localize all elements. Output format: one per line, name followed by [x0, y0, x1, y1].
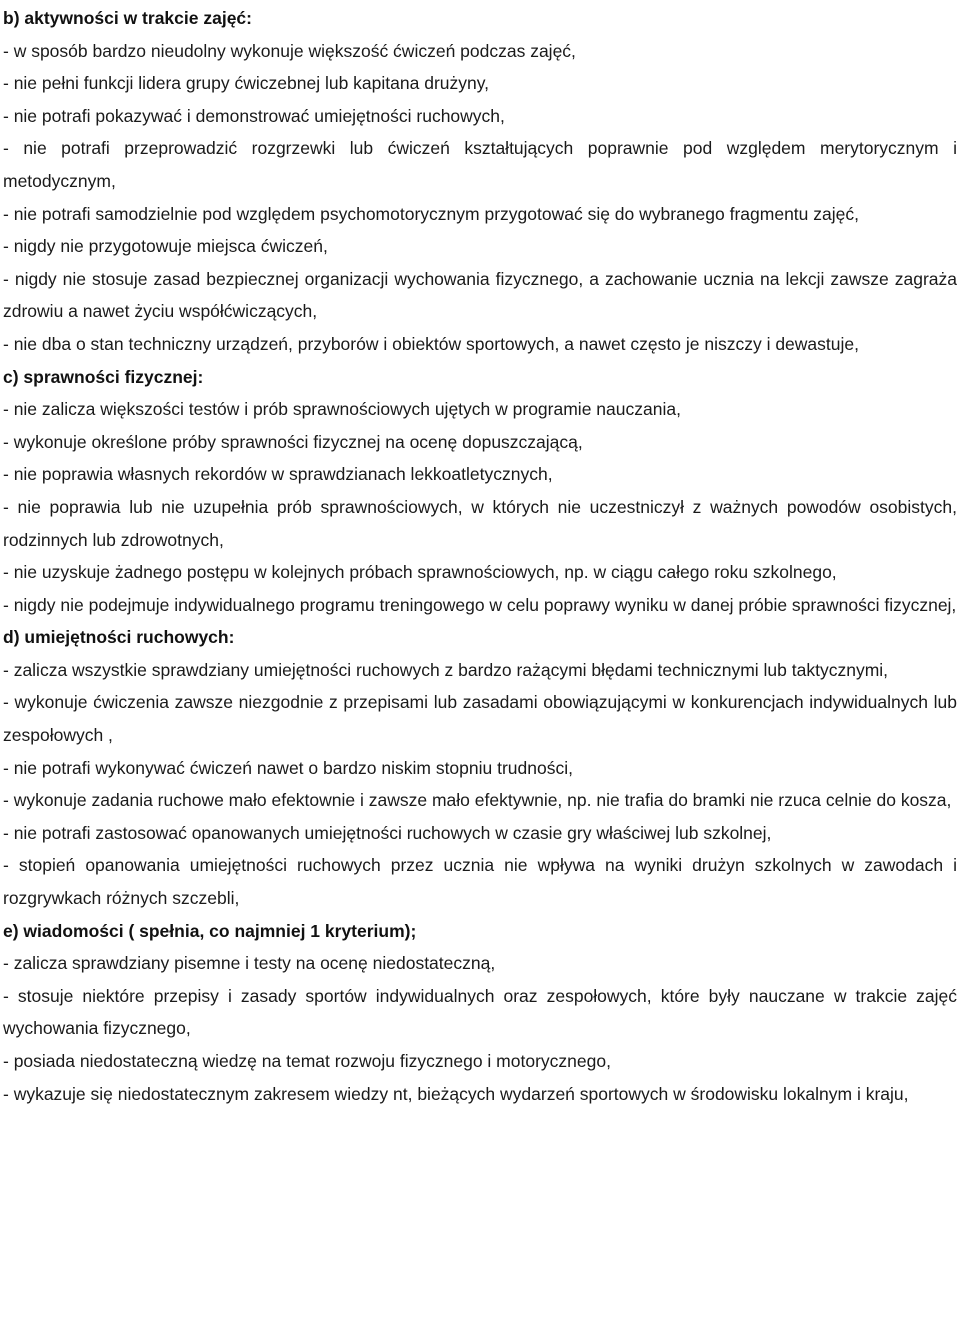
list-item: - nie potrafi wykonywać ćwiczeń nawet o bardzo niskim stopniu trudności, [3, 757, 573, 778]
list-item: - wykonuje zadania ruchowe mało efektownie i zawsze mało efektywnie, np. nie trafia do bramki nie rzuca celnie do kosza, [3, 790, 952, 811]
section-heading: e) wiadomości ( spełnia, co najmniej 1 kryterium); [3, 920, 417, 941]
section-heading: d) umiejętności ruchowych: [3, 627, 235, 648]
list-item: - wykonuje określone próby sprawności fizycznej na ocenę dopuszczającą, [3, 431, 583, 452]
list-item: - wykazuje się niedostatecznym zakresem wiedzy nt, bieżących wydarzeń sportowych w środowisku lokalnym i kraju, [3, 1083, 909, 1104]
list-item: - zalicza sprawdziany pisemne i testy na ocenę niedostateczną, [3, 953, 496, 974]
list-item: - zalicza wszystkie sprawdziany umiejętności ruchowych z bardzo rażącymi błędami technicznymi lub taktycznymi, [3, 659, 889, 680]
list-item: - w sposób bardzo nieudolny wykonuje większość ćwiczeń podczas zajęć, [3, 40, 576, 61]
section-heading: c) sprawności fizycznej: [3, 366, 204, 387]
list-item: - nigdy nie przygotowuje miejsca ćwiczeń, [3, 236, 328, 257]
list-item: - nie potrafi samodzielnie pod względem psychomotorycznym przygotować się do wybranego fragmentu zajęć, [3, 203, 859, 224]
list-item: - nie potrafi przeprowadzić rozgrzewki lub ćwiczeń kształtujących poprawnie pod względem merytorycznym i metodycznym, [3, 138, 957, 191]
list-item: - nie poprawia lub nie uzupełnia prób sprawnościowych, w których nie uczestniczył z ważnych powodów osobistych, rodzinnych lub zdrowotnych, [3, 496, 957, 550]
list-item: - nie pełni funkcji lidera grupy ćwiczebnej lub kapitana drużyny, [3, 73, 490, 94]
list-item: - nie poprawia własnych rekordów w sprawdzianach lekkoatletycznych, [3, 464, 553, 485]
section-aktywnosci [3, 2, 957, 361]
list-item: - stosuje niektóre przepisy i zasady sportów indywidualnych oraz zespołowych, które były nauczane w trakcie zajęć wychowania fizycznego, [3, 985, 957, 1039]
list-item: - nie dba o stan techniczny urządzeń, przyborów i obiektów sportowych, a nawet często je niszczy i dewastuje, [3, 333, 859, 354]
list-item: - stopień opanowania umiejętności ruchowych przez ucznia nie wpływa na wyniki drużyn szkolnych w zawodach i rozgrywkach różnych szczebli, [3, 855, 957, 909]
list-item: - wykonuje ćwiczenia zawsze niezgodnie z przepisami lub zasadami obowiązującymi w konkurencjach indywidualnych lub zespołowych , [3, 692, 957, 746]
list-item: - nie uzyskuje żadnego postępu w kolejnych próbach sprawnościowych, np. w ciągu całego roku szkolnego, [3, 562, 837, 583]
section-heading: b) aktywności w trakcie zajęć: [3, 8, 252, 28]
section-sprawnosci [3, 361, 957, 622]
list-item: - nie zalicza większości testów i prób sprawnościowych ujętych w programie nauczania, [3, 399, 681, 420]
list-item: - nigdy nie stosuje zasad bezpiecznej organizacji wychowania fizycznego, a zachowanie ucznia na lekcji zawsze zagraża zdrowiu a nawet życiu współćwiczących, [3, 268, 957, 322]
section-wiadomosci [3, 915, 957, 1111]
list-item: - nigdy nie podejmuje indywidualnego programu treningowego w celu poprawy wyniku w danej próbie sprawności fizycznej, [3, 594, 957, 615]
section-umiejetnosci [3, 621, 957, 914]
list-item: - nie potrafi zastosować opanowanych umiejętności ruchowych w czasie gry właściwej lub szkolnej, [3, 822, 772, 843]
list-item: - posiada niedostateczną wiedzę na temat rozwoju fizycznego i motorycznego, [3, 1051, 611, 1071]
list-item: - nie potrafi pokazywać i demonstrować umiejętności ruchowych, [3, 105, 505, 126]
